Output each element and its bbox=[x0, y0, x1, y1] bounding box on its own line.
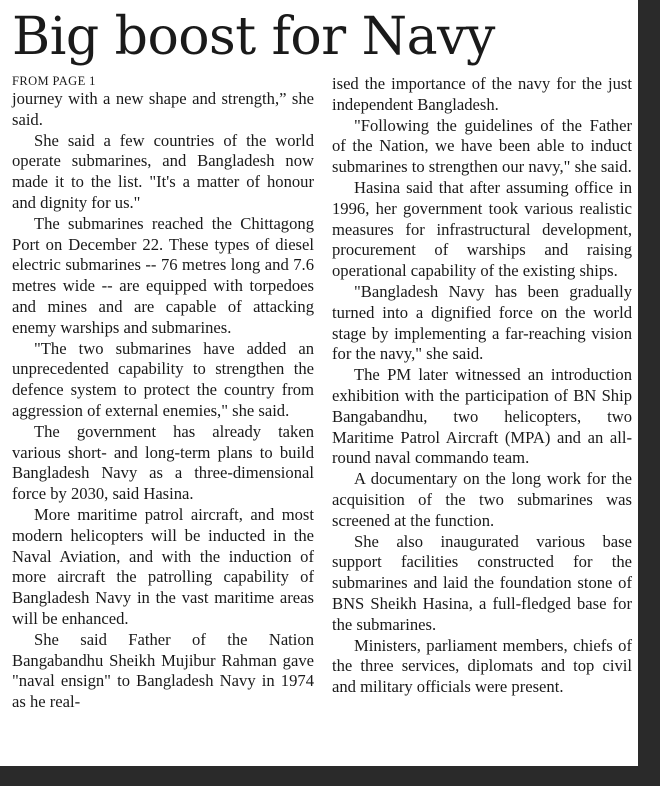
paragraph: She said Father of the Nation Bangabandhu Sheikh Mujibur Rahman gave "naval ensign" to Bangladesh Navy in 1974 as he real- bbox=[12, 629, 314, 712]
paragraph: "The two submarines have added an unprecedented capability to strengthen the defence system to protect the country from aggression of external enemies," she said. bbox=[12, 338, 314, 420]
paragraph: Hasina said that after assuming office in 1996, her government took various realistic measures for infrastructural development, procurement of warships and raising operational capability of the existing ships. bbox=[332, 177, 632, 281]
paragraph: ised the importance of the navy for the just independent Bangladesh. bbox=[332, 74, 632, 114]
paragraph: The PM later witnessed an introduction exhibition with the participation of BN Ship Bangabandhu, two helicopters, two Maritime Patrol Aircraft (MPA) and an all-round naval commando team. bbox=[332, 365, 632, 468]
paragraph: She also inaugurated various base support facilities constructed for the submarines and laid the foundation stone of BNS Sheikh Hasina, a full-fledged base for the submarines. bbox=[332, 531, 632, 634]
column-left bbox=[12, 74, 314, 713]
column-right bbox=[332, 74, 632, 698]
paragraph: journey with a new shape and strength,” she said. bbox=[12, 89, 314, 129]
paragraph: More maritime patrol aircraft, and most modern helicopters will be inducted in the Naval Aviation, and with the induction of more aircraft the patrolling capability of Bangladesh Navy in the vast maritime areas will be enhanced. bbox=[12, 504, 314, 628]
headline: Big boost for Navy bbox=[12, 7, 495, 67]
paragraph: The submarines reached the Chittagong Port on December 22. These types of diesel electric submarines -- 76 metres long and 7.6 metres wide -- are equipped with torpedoes and mines and are capable of attacking enemy warships and submarines. bbox=[12, 213, 314, 337]
paragraph: A documentary on the long work for the acquisition of the two submarines was screened at the function. bbox=[332, 469, 632, 530]
article-body bbox=[12, 74, 632, 766]
continuation-kicker: FROM PAGE 1 bbox=[12, 74, 96, 88]
paragraph: "Bangladesh Navy has been gradually turned into a dignified force on the world stage by implementing a far-reaching vision for the navy," she said. bbox=[332, 281, 632, 364]
paragraph: The government has already taken various short- and long-term plans to build Bangladesh Navy as a three-dimensional force by 2030, said Hasina. bbox=[12, 421, 314, 504]
paragraph: She said a few countries of the world operate submarines, and Bangladesh now made it to the list. "It's a matter of honour and dignity for us." bbox=[12, 130, 314, 212]
paragraph: Ministers, parliament members, chiefs of the three services, diplomats and top civil and military officials were present. bbox=[332, 635, 632, 697]
paragraph: "Following the guidelines of the Father of the Nation, we have been able to induct submarines to strengthen our navy," she said. bbox=[332, 115, 632, 177]
